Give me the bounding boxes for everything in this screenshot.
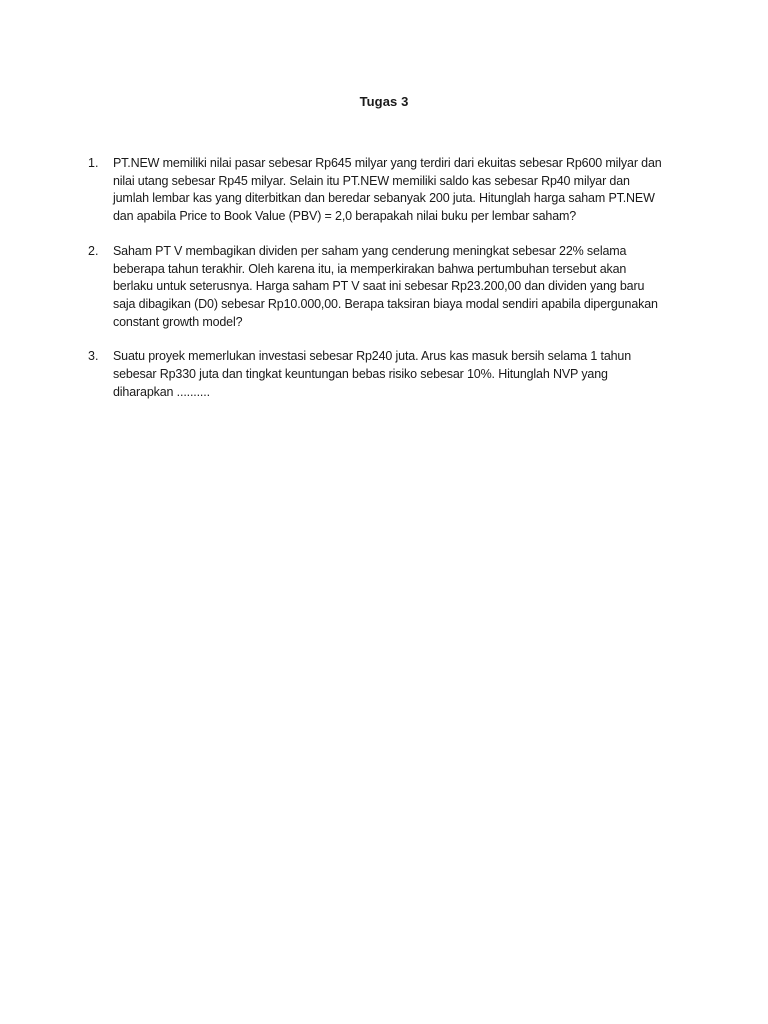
question-line: beberapa tahun terakhir. Oleh karena itu, ia memperkirakan bahwa pertumbuhan tersebut akan	[113, 261, 627, 276]
question-line: nilai utang sebesar Rp45 milyar. Selain itu PT.NEW memiliki saldo kas sebesar Rp40 milyar dan	[113, 173, 630, 188]
question-number: 1.	[88, 156, 99, 170]
question-item-3	[88, 348, 688, 401]
question-line: Suatu proyek memerlukan investasi sebesar Rp240 juta. Arus kas masuk bersih selama 1 tahun	[113, 349, 632, 364]
question-line: saja dibagikan (D0) sebesar Rp10.000,00. Berapa taksiran biaya modal sendiri apabila dipergunakan	[113, 296, 658, 311]
question-line: sebesar Rp330 juta dan tingkat keuntungan bebas risiko sebesar 10%. Hitunglah NVP yang	[113, 367, 608, 382]
question-number: 2.	[88, 243, 99, 258]
question-number: 3.	[88, 349, 99, 364]
question-line: Saham PT V membagikan dividen per saham yang cenderung meningkat sebesar 22% selama	[113, 243, 627, 258]
question-text	[113, 155, 688, 226]
question-line: PT.NEW memiliki nilai pasar sebesar Rp645 milyar yang terdiri dari ekuitas sebesar Rp600 milyar dan	[113, 156, 662, 170]
document-title: Tugas 3	[359, 94, 409, 109]
question-line: constant growth model?	[113, 314, 243, 329]
question-list	[88, 155, 688, 418]
question-line: dan apabila Price to Book Value (PBV) = 2,0 berapakah nilai buku per lembar saham?	[113, 209, 577, 224]
question-line: diharapkan ..........	[113, 384, 210, 399]
question-item-2	[88, 243, 688, 332]
question-text	[113, 348, 688, 401]
question-text	[113, 243, 688, 332]
question-line: berlaku untuk seterusnya. Harga saham PT V saat ini sebesar Rp23.200,00 dan dividen yang baru	[113, 279, 645, 294]
question-line: jumlah lembar kas yang diterbitkan dan beredar sebanyak 200 juta. Hitunglah harga saham PT.NEW	[113, 191, 655, 206]
question-item-1	[88, 155, 688, 226]
